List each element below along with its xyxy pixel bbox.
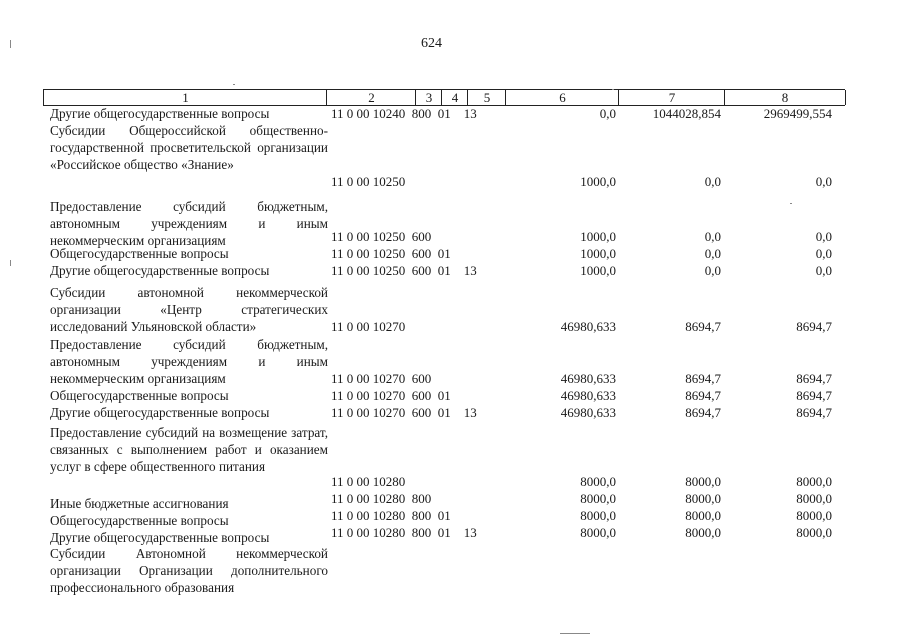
header-col-3: 3 [415, 90, 442, 105]
row-col-8: 8000,0 [796, 525, 832, 540]
row-col-8: 8694,7 [796, 371, 832, 386]
row-col-7: 8694,7 [685, 371, 721, 386]
header-col-1: 1 [43, 90, 327, 105]
row-description: Субсидии Автономной некоммерческой организации Организации дополнительного профессионального образования [50, 546, 328, 595]
row-col-6: 1000,0 [580, 263, 616, 278]
row-col-6: 46980,633 [560, 319, 616, 334]
row-col-7: 0,0 [704, 174, 721, 189]
row-col-6: 46980,633 [560, 371, 616, 386]
row-col-6: 1000,0 [580, 246, 616, 261]
row-description: Предоставление субсидий на возмещение затрат, связанных с выполнением работ и оказанием услуг в сфере общественного питания [50, 425, 328, 474]
row-code: 11 0 00 10240 800 01 13 [331, 106, 477, 121]
row-description: Другие общегосударственные вопросы [50, 530, 270, 545]
row-code: 11 0 00 10270 600 [331, 371, 432, 386]
row-col-7: 8000,0 [685, 525, 721, 540]
row-col-6: 46980,633 [560, 388, 616, 403]
row-col-7: 8000,0 [685, 508, 721, 523]
row-code: 11 0 00 10270 [331, 319, 406, 334]
header-col-7: 7 [618, 90, 725, 105]
row-code: 11 0 00 10250 [331, 174, 406, 189]
row-col-7: 8694,7 [685, 405, 721, 420]
row-code: 11 0 00 10280 [331, 474, 406, 489]
row-col-6: 1000,0 [580, 229, 616, 244]
row-col-7: 8000,0 [685, 491, 721, 506]
row-description: Общегосударственные вопросы [50, 246, 229, 261]
row-col-8: 8000,0 [796, 508, 832, 523]
header-col-6: 6 [505, 90, 619, 105]
row-col-7: 8694,7 [685, 319, 721, 334]
row-col-6: 8000,0 [580, 525, 616, 540]
row-description: Другие общегосударственные вопросы [50, 263, 270, 278]
row-col-8: 0,0 [815, 246, 832, 261]
row-col-6: 0,0 [599, 106, 616, 121]
row-col-7: 0,0 [704, 263, 721, 278]
row-col-8: 0,0 [815, 229, 832, 244]
row-description: Субсидии автономной некоммерческой организации «Центр стратегических исследований Ульяновской области» [50, 285, 328, 334]
page-number: 624 [421, 36, 442, 51]
row-col-7: 0,0 [704, 246, 721, 261]
row-description: Предоставление субсидий бюджетным, автономным учреждениям и иным некоммерческим организациям [50, 199, 328, 248]
row-description: Иные бюджетные ассигнования [50, 496, 229, 511]
row-description: Предоставление субсидий бюджетным, автономным учреждениям и иным некоммерческим организациям [50, 337, 328, 386]
row-code: 11 0 00 10280 800 [331, 491, 432, 506]
header-col-8: 8 [724, 90, 846, 105]
row-col-8: 8694,7 [796, 405, 832, 420]
row-code: 11 0 00 10270 600 01 [331, 388, 451, 403]
row-description: Другие общегосударственные вопросы [50, 405, 270, 420]
row-col-8: 8000,0 [796, 491, 832, 506]
row-col-6: 8000,0 [580, 508, 616, 523]
row-description: Общегосударственные вопросы [50, 388, 229, 403]
row-code: 11 0 00 10280 800 01 [331, 508, 451, 523]
row-code: 11 0 00 10280 800 01 13 [331, 525, 477, 540]
row-col-8: 0,0 [815, 174, 832, 189]
row-code: 11 0 00 10250 600 [331, 229, 432, 244]
row-col-8: 0,0 [815, 263, 832, 278]
row-code: 11 0 00 10250 600 01 [331, 246, 451, 261]
row-col-7: 8000,0 [685, 474, 721, 489]
row-col-8: 2969499,554 [763, 106, 832, 121]
row-col-6: 8000,0 [580, 474, 616, 489]
row-code: 11 0 00 10250 600 01 13 [331, 263, 477, 278]
row-col-6: 8000,0 [580, 491, 616, 506]
header-col-5: 5 [467, 90, 506, 105]
row-col-6: 1000,0 [580, 174, 616, 189]
header-col-4: 4 [441, 90, 468, 105]
row-col-8: 8694,7 [796, 388, 832, 403]
row-code: 11 0 00 10270 600 01 13 [331, 405, 477, 420]
row-col-7: 8694,7 [685, 388, 721, 403]
header-col-2: 2 [326, 90, 416, 105]
row-col-7: 0,0 [704, 229, 721, 244]
row-col-8: 8000,0 [796, 474, 832, 489]
row-description: Общегосударственные вопросы [50, 513, 229, 528]
row-col-7: 1044028,854 [652, 106, 721, 121]
row-description: Другие общегосударственные вопросы [50, 106, 270, 121]
row-col-6: 46980,633 [560, 405, 616, 420]
row-description: Субсидии Общероссийской общественно-государственной просветительской организации «Российское общество «Знание» [50, 123, 328, 172]
row-col-8: 8694,7 [796, 319, 832, 334]
